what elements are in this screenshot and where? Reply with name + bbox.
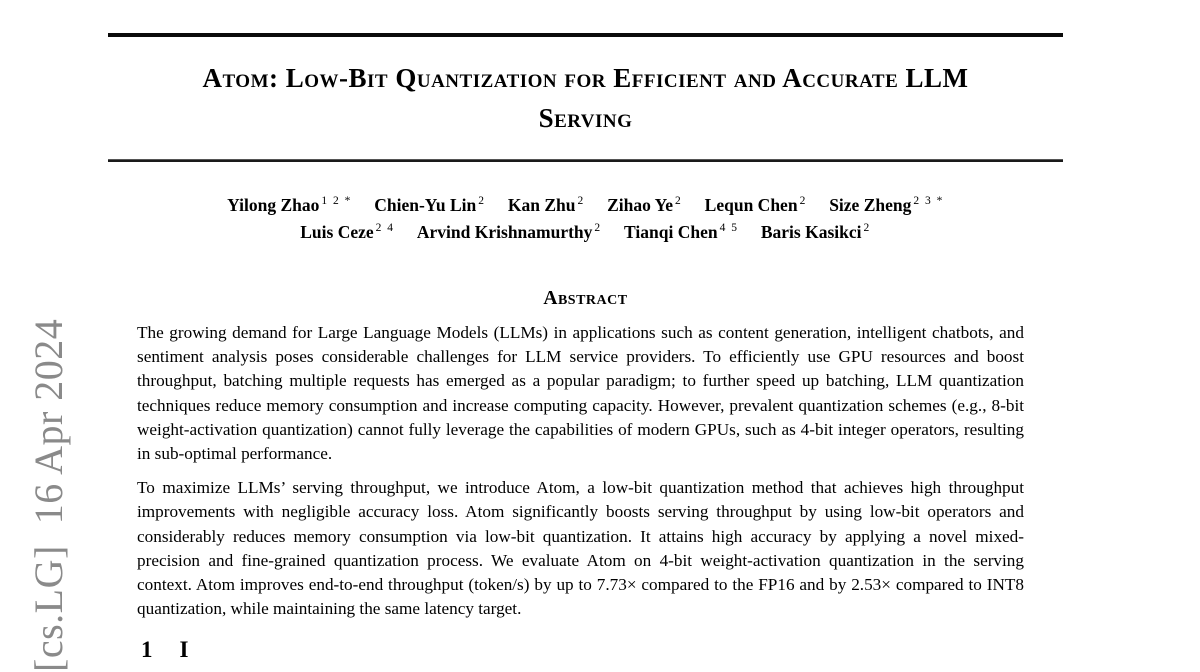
author-affiliation-sup: 2 [577, 195, 585, 208]
author-name: Yilong Zhao [227, 195, 320, 215]
section-title-partial: I [179, 637, 189, 662]
author-affiliation-sup: 2 [799, 195, 807, 208]
author-name: Tianqi Chen [624, 222, 718, 242]
title-bottom-rule [108, 159, 1063, 162]
author-affiliation-sup: 1 2 * [321, 195, 352, 208]
abstract-paragraph-1: The growing demand for Large Language Models (LLMs) in applications such as content generation, intelligent chatbots, and sentiment analysis poses considerable challenges for LLM service providers. To efficiently use GPU resources and boost throughput, batching multiple requests has emerged as a popular paradigm; to further speed up batching, LLM quantization techniques reduce memory consumption and increase computing capacity. However, prevalent quantization schemes (e.g., 8-bit weight-activation quantization) cannot fully leverage the capabilities of modern GPUs, such as 4-bit integer operators, resulting in sub-optimal performance. [137, 323, 1024, 464]
author [417, 222, 602, 242]
author-name: Size Zheng [829, 195, 912, 215]
author [761, 222, 871, 242]
author [374, 195, 485, 215]
author-affiliation-sup: 2 [594, 222, 602, 235]
arxiv-sidebar-stamp: [cs.LG] 16 Apr 2024 [26, 318, 71, 672]
author [607, 195, 682, 215]
author-name: Baris Kasikci [760, 222, 862, 242]
author-affiliation-sup: 2 [478, 195, 486, 208]
paper-title-line1: Atom: Low-Bit Quantization for Efficient and Accurate LLM [202, 63, 969, 93]
author-affiliation-sup: 2 [675, 195, 683, 208]
author [508, 195, 585, 215]
abstract-body [137, 321, 1024, 631]
author-block [108, 192, 1063, 246]
section-1-heading-partial [141, 637, 188, 663]
abstract-heading: Abstract [543, 288, 628, 309]
author-affiliation-sup: 4 5 [719, 222, 739, 235]
paper-title-line2: Serving [538, 103, 633, 133]
author [624, 222, 738, 242]
author-affiliation-sup: 2 [863, 222, 871, 235]
author-affiliation-sup: 2 3 * [913, 195, 944, 208]
author-name: Kan Zhu [507, 195, 576, 215]
author [300, 222, 394, 242]
author-name: Luis Ceze [300, 222, 374, 242]
author-name: Lequn Chen [704, 195, 798, 215]
author-line-1 [108, 192, 1063, 219]
author [705, 195, 807, 215]
author-line-2 [108, 219, 1063, 246]
author [227, 195, 352, 215]
author-name: Zihao Ye [607, 195, 674, 215]
section-number: 1 [141, 637, 153, 662]
author-name: Chien-Yu Lin [374, 195, 477, 215]
author [829, 195, 944, 215]
author-name: Arvind Krishnamurthy [416, 222, 593, 242]
abstract-paragraph-2: To maximize LLMs’ serving throughput, we introduce Atom, a low-bit quantization method that achieves high throughput improvements with negligible accuracy loss. Atom significantly boosts serving throughput by using low-bit operators and considerably reduces memory consumption via low-bit quantization. It attains high accuracy by applying a novel mixed-precision and fine-grained quantization process. We evaluate Atom on 4-bit weight-activation quantization in the serving context. Atom improves end-to-end throughput (token/s) by up to 7.73× compared to the FP16 and by 2.53× compared to INT8 quantization, while maintaining the same latency target. [137, 478, 1024, 619]
paper-title [108, 58, 1063, 138]
top-rule [108, 33, 1063, 37]
author-affiliation-sup: 2 4 [375, 222, 395, 235]
